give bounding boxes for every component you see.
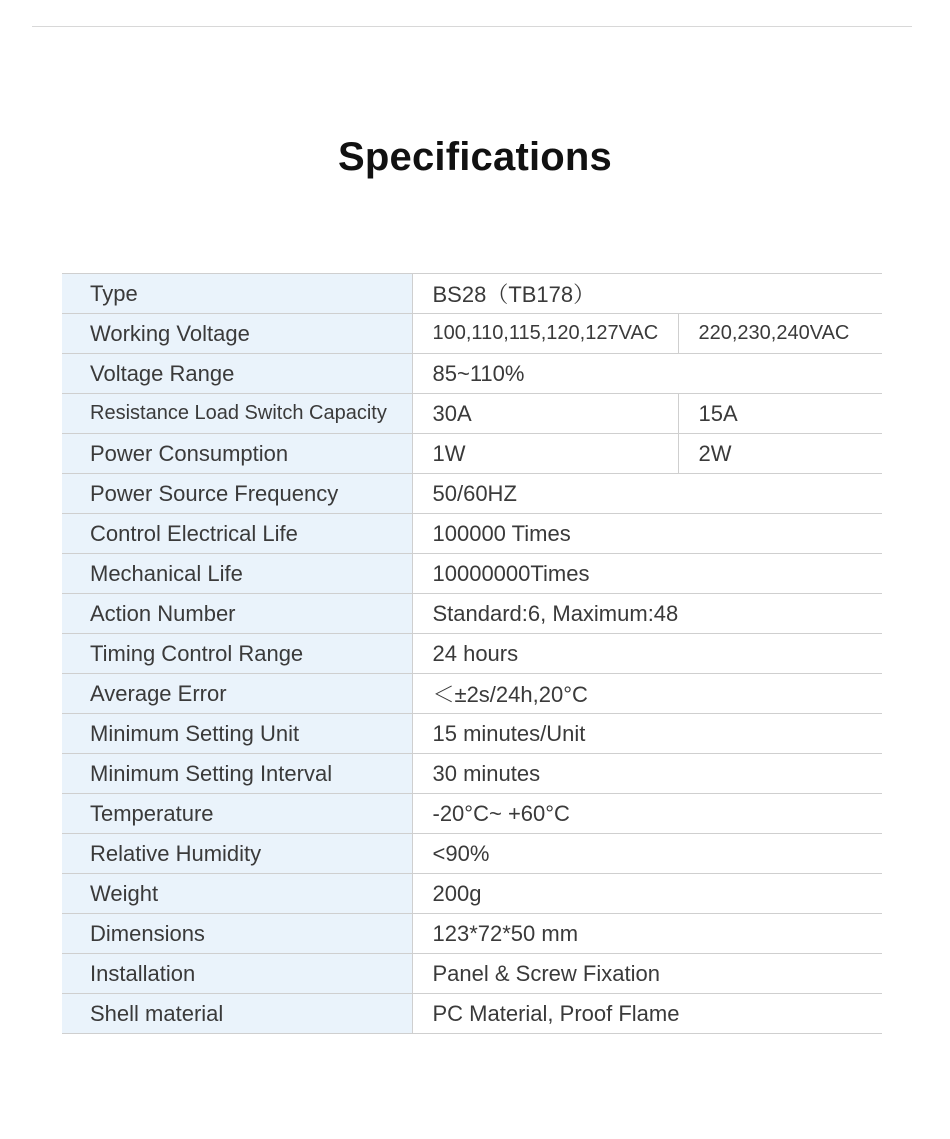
spec-row-mechanical-life <box>62 554 882 594</box>
spec-value: 123*72*50 mm <box>412 914 882 954</box>
spec-value: PC Material, Proof Flame <box>412 994 882 1034</box>
spec-value: 85~110% <box>412 354 882 394</box>
spec-label: Control Electrical Life <box>62 514 412 554</box>
spec-value: -20°C~ +60°C <box>412 794 882 834</box>
spec-value: <90% <box>412 834 882 874</box>
spec-row-average-error <box>62 674 882 714</box>
spec-row-shell-material <box>62 994 882 1034</box>
spec-label: Temperature <box>62 794 412 834</box>
spec-row-voltage-range <box>62 354 882 394</box>
spec-label: Power Source Frequency <box>62 474 412 514</box>
spec-label: Power Consumption <box>62 434 412 474</box>
spec-row-type <box>62 274 882 314</box>
spec-row-setting-interval <box>62 754 882 794</box>
spec-row-setting-unit <box>62 714 882 754</box>
spec-value: 1W <box>412 434 678 474</box>
spec-value: 15 minutes/Unit <box>412 714 882 754</box>
spec-label: Average Error <box>62 674 412 714</box>
spec-row-action-number <box>62 594 882 634</box>
spec-value: 10000000Times <box>412 554 882 594</box>
spec-row-installation <box>62 954 882 994</box>
spec-label: Minimum Setting Interval <box>62 754 412 794</box>
spec-label: Working Voltage <box>62 314 412 354</box>
spec-row-switch-capacity <box>62 394 882 434</box>
spec-row-electrical-life <box>62 514 882 554</box>
spec-value: BS28（TB178） <box>412 274 882 314</box>
spec-value: 30A <box>412 394 678 434</box>
spec-value: Standard:6, Maximum:48 <box>412 594 882 634</box>
spec-value: 24 hours <box>412 634 882 674</box>
spec-row-working-voltage <box>62 314 882 354</box>
spec-row-power-consumption <box>62 434 882 474</box>
spec-label: Voltage Range <box>62 354 412 394</box>
spec-label: Timing Control Range <box>62 634 412 674</box>
spec-value: Panel & Screw Fixation <box>412 954 882 994</box>
spec-label: Dimensions <box>62 914 412 954</box>
spec-label: Weight <box>62 874 412 914</box>
spec-row-humidity <box>62 834 882 874</box>
spec-label: Mechanical Life <box>62 554 412 594</box>
spec-value: 200g <box>412 874 882 914</box>
spec-row-weight <box>62 874 882 914</box>
spec-label: Resistance Load Switch Capacity <box>62 394 412 434</box>
spec-row-temperature <box>62 794 882 834</box>
spec-row-dimensions <box>62 914 882 954</box>
page-title: Specifications <box>338 135 612 179</box>
spec-label: Minimum Setting Unit <box>62 714 412 754</box>
spec-label: Shell material <box>62 994 412 1034</box>
spec-value: 50/60HZ <box>412 474 882 514</box>
spec-value: 100000 Times <box>412 514 882 554</box>
spec-value-alt: 15A <box>678 394 882 434</box>
spec-value-alt: 2W <box>678 434 882 474</box>
spec-label: Action Number <box>62 594 412 634</box>
top-divider <box>32 26 912 27</box>
specifications-table <box>62 273 882 1034</box>
spec-label: Installation <box>62 954 412 994</box>
spec-value: 100,110,115,120,127VAC <box>412 314 678 354</box>
spec-value: 30 minutes <box>412 754 882 794</box>
spec-row-frequency <box>62 474 882 514</box>
spec-value: ＜±2s/24h,20°C <box>412 674 882 714</box>
spec-row-timing-range <box>62 634 882 674</box>
spec-value-alt: 220,230,240VAC <box>678 314 882 354</box>
spec-label: Relative Humidity <box>62 834 412 874</box>
spec-label: Type <box>62 274 412 314</box>
